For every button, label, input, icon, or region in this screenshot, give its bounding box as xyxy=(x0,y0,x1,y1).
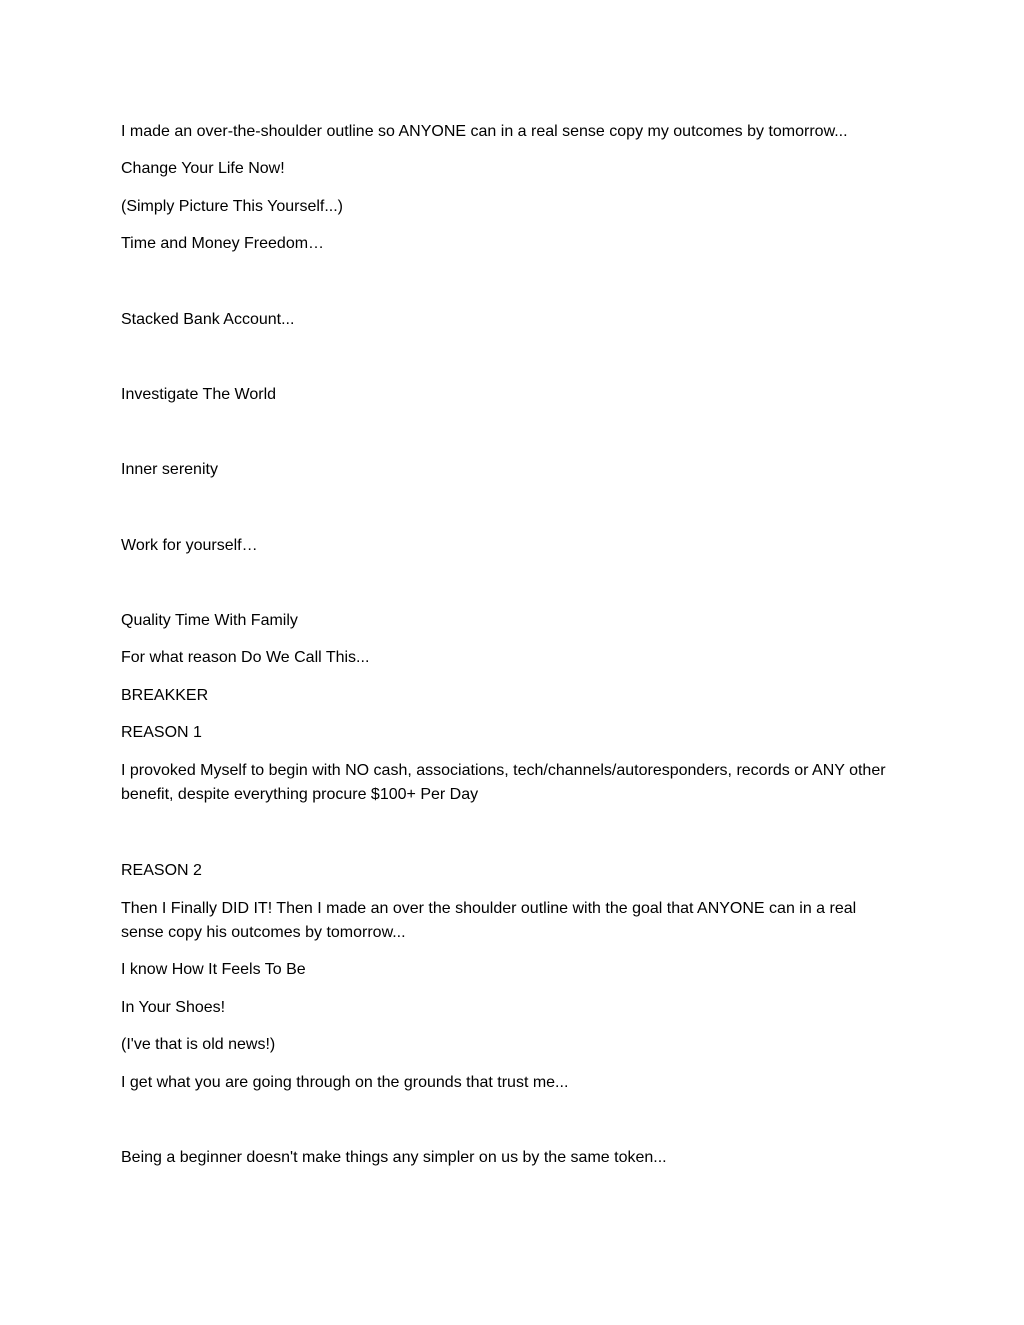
paragraph-reason-2-body: Then I Finally DID IT! Then I made an over the shoulder outline with the goal that ANYONE can in a real sense copy his outcomes by tomorrow... xyxy=(121,900,857,941)
paragraph-reason-1-body: I provoked Myself to begin with NO cash, associations, tech/channels/autoresponders, records or ANY other benefit, despite everything procure $100+ Per Day xyxy=(121,762,886,803)
paragraph-picture-yourself: (Simply Picture This Yourself...) xyxy=(121,198,344,215)
paragraph-work-yourself: Work for yourself… xyxy=(121,537,258,554)
paragraph-beginner: Being a beginner doesn't make things any simpler on us by the same token... xyxy=(121,1149,667,1166)
paragraph-time-money: Time and Money Freedom… xyxy=(121,235,325,252)
paragraph-change-life: Change Your Life Now! xyxy=(121,160,285,177)
paragraph-breakker: BREAKKER xyxy=(121,687,209,704)
paragraph-your-shoes: In Your Shoes! xyxy=(121,999,226,1016)
paragraph-trust-me: I get what you are going through on the grounds that trust me... xyxy=(121,1074,569,1091)
heading-reason-1: REASON 1 xyxy=(121,724,202,741)
paragraph-serenity: Inner serenity xyxy=(121,461,218,478)
paragraph-bank-account: Stacked Bank Account... xyxy=(121,311,295,328)
paragraph-family: Quality Time With Family xyxy=(121,612,298,629)
heading-reason-2: REASON 2 xyxy=(121,862,202,879)
paragraph-old-news: (I've that is old news!) xyxy=(121,1036,276,1053)
paragraph-why-call: For what reason Do We Call This... xyxy=(121,649,370,666)
paragraph-world: Investigate The World xyxy=(121,386,277,403)
paragraph-know-feels: I know How It Feels To Be xyxy=(121,961,306,978)
paragraph-intro: I made an over-the-shoulder outline so ANYONE can in a real sense copy my outcomes by tomorrow... xyxy=(121,123,848,140)
